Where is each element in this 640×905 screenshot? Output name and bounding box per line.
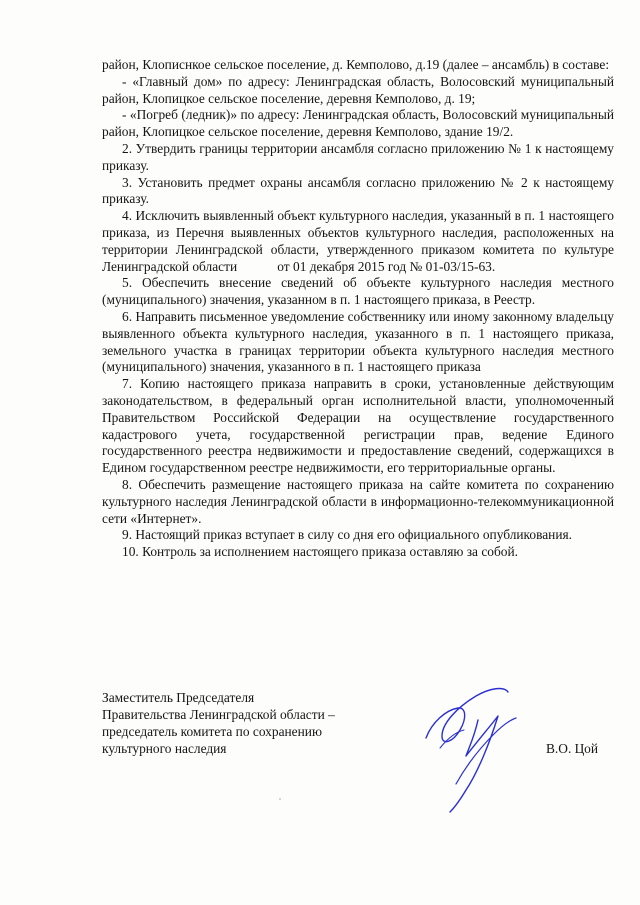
list-item: 8. Обеспечить размещение настоящего приказа на сайте комитета по сохранению культурного наследия Ленинградской области в информационно-телекоммуникационной сети «Интернет». (102, 476, 614, 526)
signatory-name: В.О. Цой (546, 741, 598, 756)
list-item: 3. Установить предмет охраны ансамбля согласно приложению № 2 к настоящему приказу. (102, 174, 614, 207)
list-item: 6. Направить письменное уведомление собственнику или иному законному владельцу выявленного объекта культурного наследия, указанного в п. 1 настоящего приказа, земельного участка в границах территории объекта культурного наследия местного (муниципального) значения, указанного в п. 1 настоящего приказа (102, 308, 614, 375)
list-item: 2. Утвердить границы территории ансамбля согласно приложению № 1 к настоящему приказу. (102, 140, 614, 173)
list-item: 9. Настоящий приказ вступает в силу со дня его официального опубликования. (122, 527, 572, 543)
scan-artifact (279, 798, 281, 800)
signatory-title-line: культурного наследия (102, 740, 227, 756)
list-item: 10. Контроль за исполнением настоящего приказа оставляю за собой. (122, 544, 518, 560)
signatory-title (102, 690, 402, 758)
list-item: 7. Копию настоящего приказа направить в сроки, установленные действующим законодательством, в федеральный орган исполнительной власти, уполномоченный Правительством Российской Федерации на осуществление государственного кадастрового учета, государственной регистрации прав, ведение Единого государственного реестра недвижимости и предоставление сведений, содержащихся в Едином государственном реестре недвижимости, его территориальные органы. (102, 376, 614, 476)
signatory-title-line: Правительства Ленинградской области – (102, 706, 335, 722)
list-item: - «Главный дом» по адресу: Ленинградская область, Волосовский муниципальный район, Клопицкое сельское поселение, деревня Кемполово, д. 19; (102, 73, 614, 106)
list-item: - «Погреб (ледник)» по адресу: Ленинградская область, Волосовский муниципальный район, Клопицкое сельское поселение, деревня Кемполово, здание 19/2. (102, 107, 614, 140)
list-item: 4. Исключить выявленный объект культурного наследия, указанный в п. 1 настоящего приказа, из Перечня выявленных объектов культурного наследия, расположенных на территории Ленинградской области, утвержденного приказом комитета по культуре Ленинградской области от 01 декабря 2015 год № 01-03/15-63. (102, 208, 618, 274)
intro-paragraph: район, Клописнкое сельское поселение, д. Кемполово, д.19 (далее – ансамбль) в составе: (102, 57, 610, 72)
signatory-title-line: председатель комитета по сохранению (102, 723, 322, 739)
signatory-title-line: Заместитель Председателя (102, 690, 255, 705)
list-item: 5. Обеспечить внесение сведений об объекте культурного наследия местного (муниципального) значения, указанном в п. 1 настоящего приказа, в Реестр. (102, 275, 614, 308)
handwritten-signature (420, 686, 535, 816)
document-body (102, 57, 618, 561)
